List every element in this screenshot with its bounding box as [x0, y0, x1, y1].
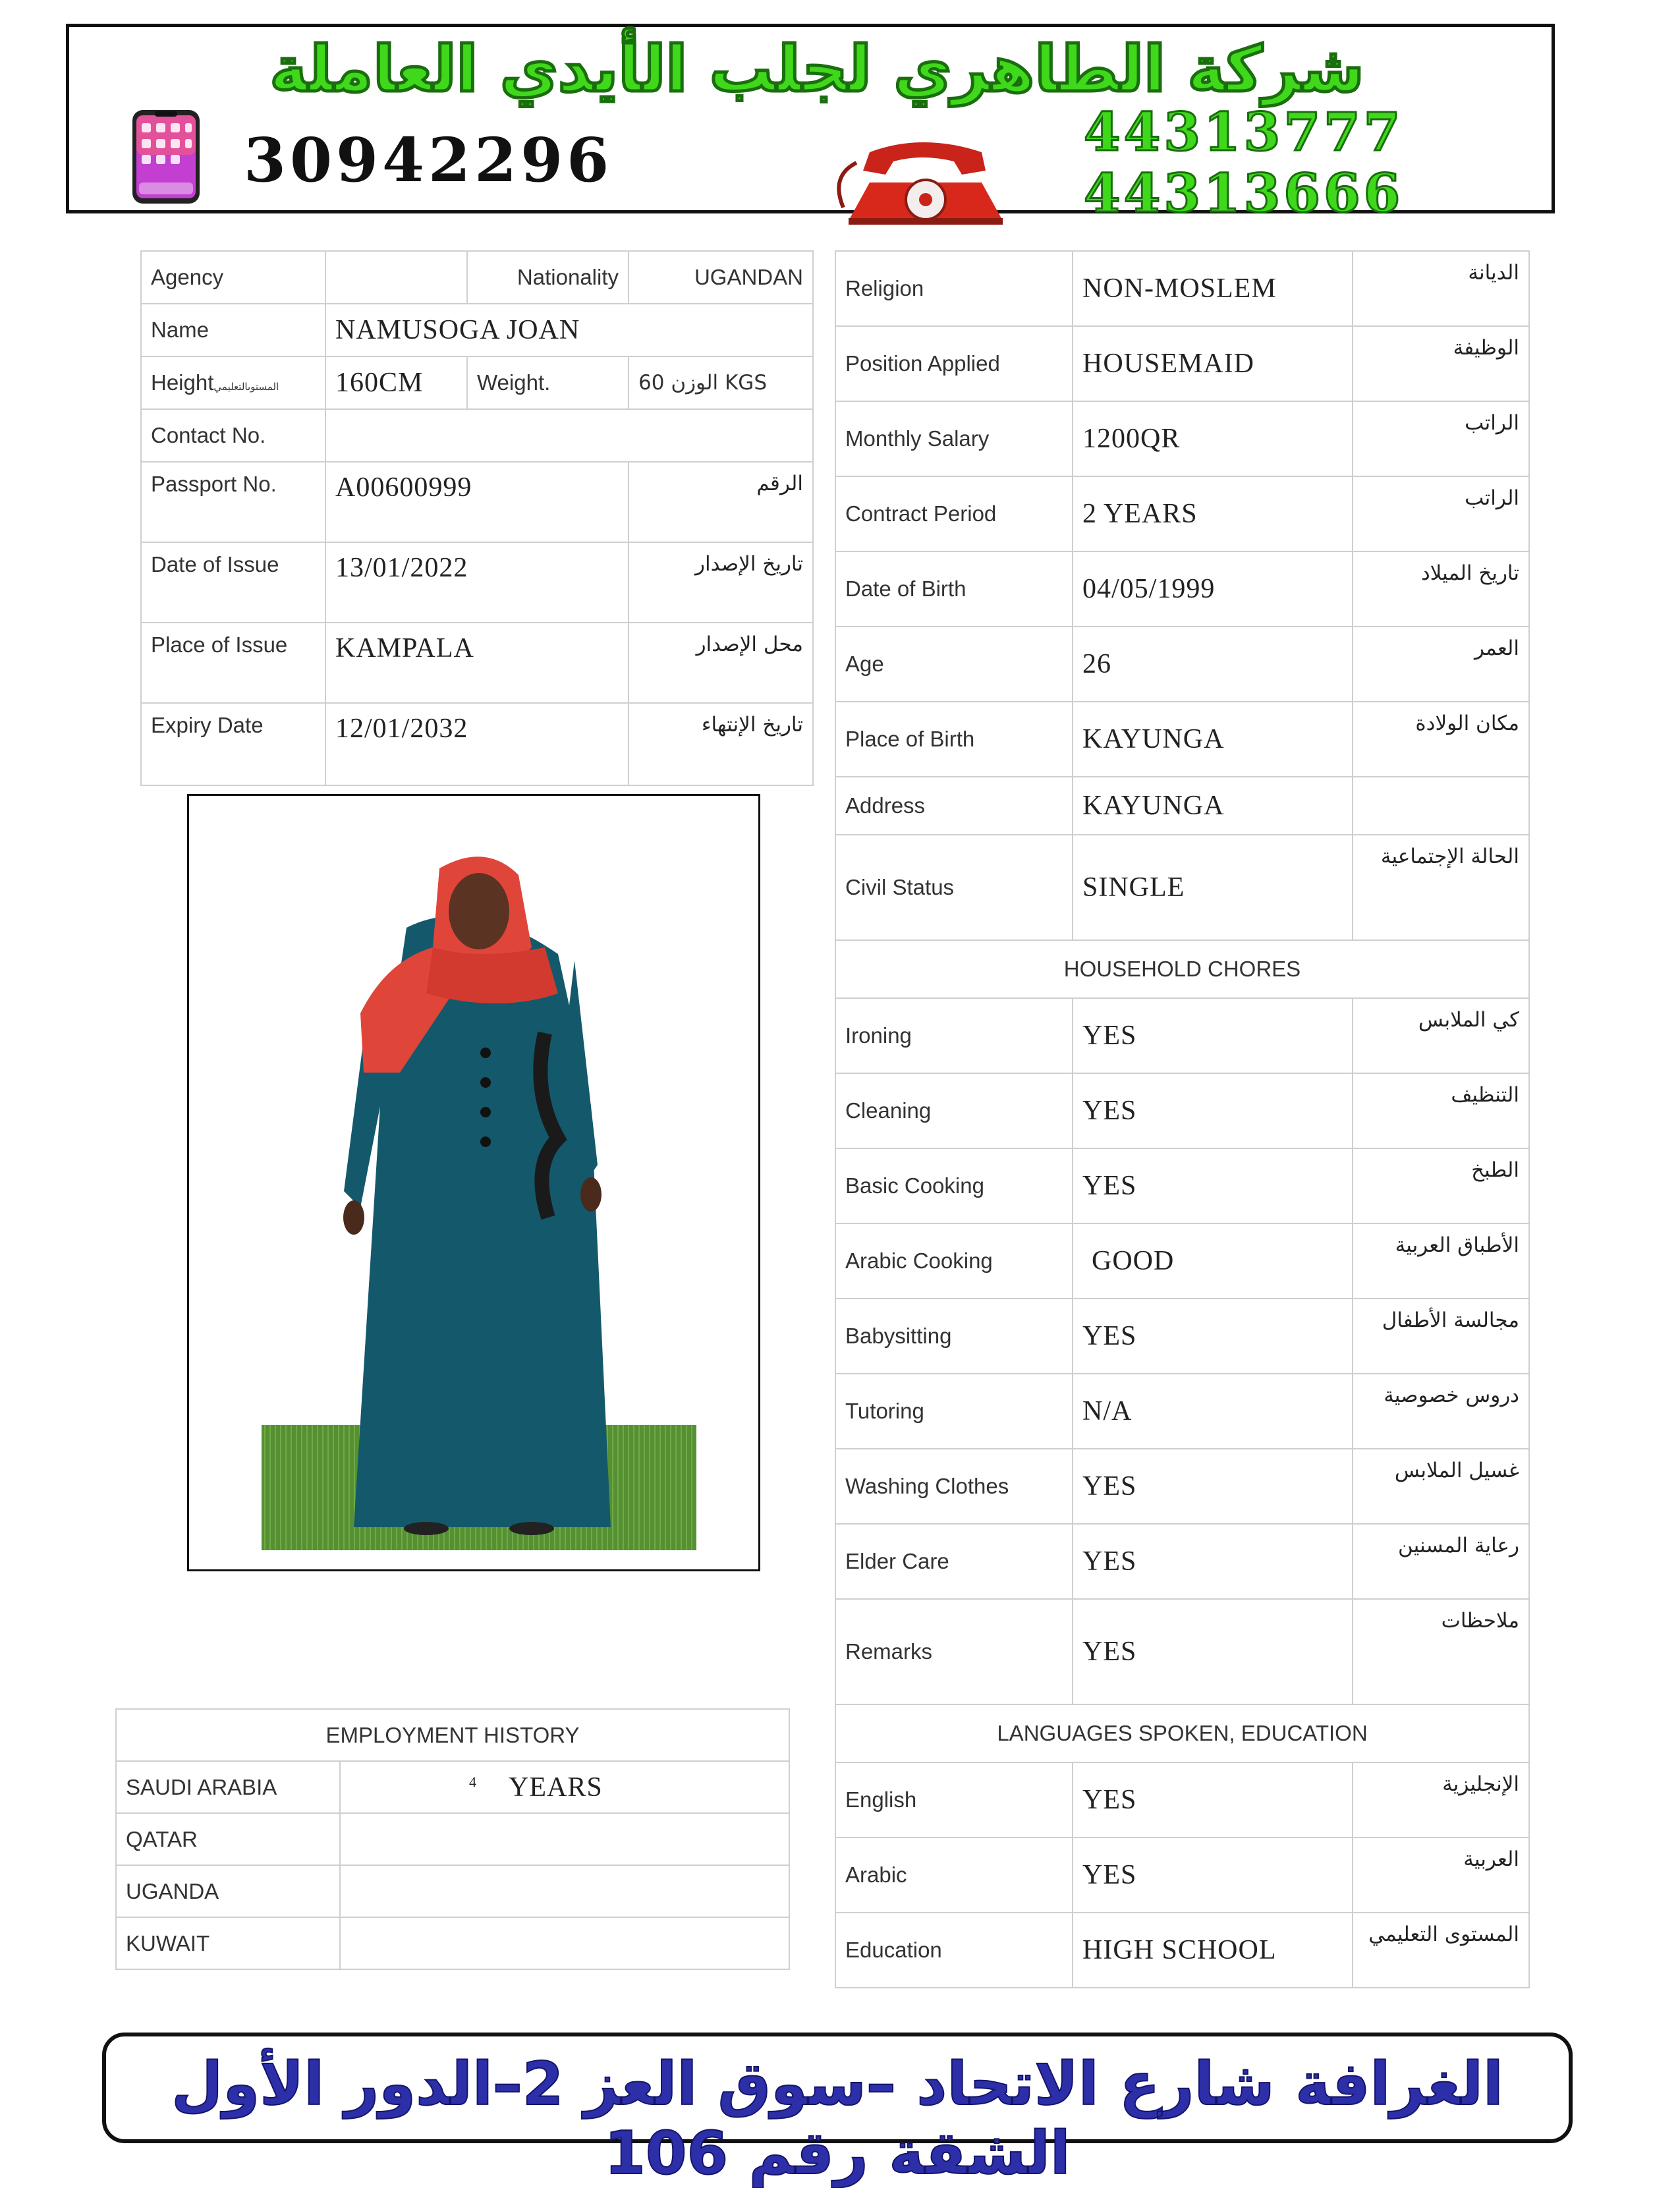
field-label: Elder Care [835, 1524, 1073, 1599]
field-value: N/A [1073, 1374, 1353, 1449]
field-ar-label: الراتب [1353, 476, 1529, 551]
table-row [835, 627, 1529, 702]
office-address: الغرافة شارع الاتحاد –سوق العز 2–الدور الأول الشقة رقم 106 [171, 2050, 1503, 2188]
header-banner [66, 24, 1555, 224]
smartphone-icon [130, 109, 202, 205]
field-ar-label: الديانة [1353, 251, 1529, 326]
employment-country: QATAR [116, 1813, 340, 1865]
table-row [141, 251, 813, 304]
field-label: Age [835, 627, 1073, 702]
field-ar-label: الراتب [1353, 401, 1529, 476]
field-ar-label: العربية [1353, 1837, 1529, 1913]
table-row [141, 304, 813, 356]
section-header-row [835, 1704, 1529, 1762]
table-row [116, 1709, 789, 1761]
field-ar-label: رعاية المسنين [1353, 1524, 1529, 1599]
height-label-cell [141, 356, 325, 409]
table-row [835, 1223, 1529, 1299]
expiry-label: Expiry Date [141, 703, 325, 785]
field-value: 04/05/1999 [1073, 551, 1353, 627]
table-row [141, 462, 813, 542]
height-ar-label: المستوىالتعليمي [213, 381, 279, 393]
landline-number-2: 44313666 [1084, 162, 1404, 224]
field-value: YES [1073, 998, 1353, 1073]
field-value: HIGH SCHOOL [1073, 1913, 1353, 1988]
field-ar-label: مجالسة الأطفال [1353, 1299, 1529, 1374]
section-header-row [835, 940, 1529, 998]
field-value: SINGLE [1073, 835, 1353, 940]
telephone-icon [830, 136, 1021, 229]
field-ar-label: الطبخ [1353, 1148, 1529, 1223]
employment-years-label: YEARS [509, 1772, 603, 1803]
agency-label: Agency [141, 251, 325, 304]
field-ar-label: دروس خصوصية [1353, 1374, 1529, 1449]
field-value: KAYUNGA [1073, 777, 1353, 835]
field-ar-label: تاريخ الميلاد [1353, 551, 1529, 627]
personal-details-table [140, 250, 814, 786]
employment-duration [340, 1813, 789, 1865]
contact-value [325, 409, 813, 462]
field-value: YES [1073, 1524, 1353, 1599]
expiry-ar-label: تاريخ الإنتهاء [629, 703, 813, 785]
issue-place-label: Place of Issue [141, 623, 325, 703]
field-ar-label [1353, 777, 1529, 835]
field-label: Cleaning [835, 1073, 1073, 1148]
table-row [835, 326, 1529, 401]
field-label: Tutoring [835, 1374, 1073, 1449]
weight-value: 60 الوزن KGS [629, 356, 813, 409]
height-value: 160CM [325, 356, 467, 409]
field-label: Babysitting [835, 1299, 1073, 1374]
passport-label: Passport No. [141, 462, 325, 542]
table-row [835, 401, 1529, 476]
nationality-label: Nationality [467, 251, 629, 304]
field-value: YES [1073, 1599, 1353, 1704]
passport-value: A00600999 [325, 462, 629, 542]
field-value: YES [1073, 1449, 1353, 1524]
table-row [835, 1073, 1529, 1148]
table-row [835, 1913, 1529, 1988]
table-row [141, 703, 813, 785]
agency-value [325, 251, 467, 304]
field-ar-label: الأطباق العربية [1353, 1223, 1529, 1299]
applicant-photo [187, 794, 760, 1571]
field-label: English [835, 1762, 1073, 1837]
field-ar-label: الإنجليزية [1353, 1762, 1529, 1837]
field-value: YES [1073, 1762, 1353, 1837]
field-label: Arabic [835, 1837, 1073, 1913]
field-label: Education [835, 1913, 1073, 1988]
table-row [835, 998, 1529, 1073]
name-label: Name [141, 304, 325, 356]
employment-duration [340, 1761, 789, 1813]
field-ar-label: غسيل الملابس [1353, 1449, 1529, 1524]
table-row [835, 251, 1529, 326]
employment-duration [340, 1917, 789, 1969]
table-row [835, 1762, 1529, 1837]
weight-label: Weight. [467, 356, 629, 409]
table-row [835, 1524, 1529, 1599]
table-row [835, 551, 1529, 627]
section-header: LANGUAGES SPOKEN, EDUCATION [835, 1704, 1529, 1762]
table-row [141, 623, 813, 703]
employment-country: UGANDA [116, 1865, 340, 1917]
table-row [141, 409, 813, 462]
table-row [141, 356, 813, 409]
table-row [116, 1865, 789, 1917]
field-value: KAYUNGA [1073, 702, 1353, 777]
field-value: 1200QR [1073, 401, 1353, 476]
field-ar-label: العمر [1353, 627, 1529, 702]
field-value: 26 [1073, 627, 1353, 702]
field-label: Contract Period [835, 476, 1073, 551]
footer-address-box [102, 2033, 1573, 2188]
landline-number-1: 44313777 [1084, 101, 1404, 163]
company-name: شركة الطاهري لجلب الأيدي العاملة [269, 32, 1364, 106]
field-value: YES [1073, 1148, 1353, 1223]
table-row [116, 1813, 789, 1865]
issue-date-value: 13/01/2022 [325, 542, 629, 623]
field-label: Date of Birth [835, 551, 1073, 627]
passport-ar-label: الرقم [629, 462, 813, 542]
field-label: Place of Birth [835, 702, 1073, 777]
name-value: NAMUSOGA JOAN [325, 304, 813, 356]
field-ar-label: التنظيف [1353, 1073, 1529, 1148]
employment-country: KUWAIT [116, 1917, 340, 1969]
field-value: NON-MOSLEM [1073, 251, 1353, 326]
job-details-table [835, 250, 1530, 1988]
field-label: Remarks [835, 1599, 1073, 1704]
table-row [835, 777, 1529, 835]
field-label: Basic Cooking [835, 1148, 1073, 1223]
table-row [835, 1148, 1529, 1223]
issue-place-value: KAMPALA [325, 623, 629, 703]
field-value: YES [1073, 1073, 1353, 1148]
field-ar-label: ملاحظات [1353, 1599, 1529, 1704]
table-row [835, 1837, 1529, 1913]
mobile-number: 30942296 [244, 125, 613, 196]
table-row [835, 476, 1529, 551]
field-label: Ironing [835, 998, 1073, 1073]
issue-date-ar-label: تاريخ الإصدار [629, 542, 813, 623]
employment-history-table [115, 1708, 790, 1970]
field-ar-label: الوظيفة [1353, 326, 1529, 401]
table-row [116, 1761, 789, 1813]
issue-place-ar-label: محل الإصدار [629, 623, 813, 703]
field-ar-label: الحالة الإجتماعية [1353, 835, 1529, 940]
table-row [835, 835, 1529, 940]
table-row [835, 1599, 1529, 1704]
nationality-value: UGANDAN [629, 251, 813, 304]
table-row [141, 542, 813, 623]
field-value: YES [1073, 1837, 1353, 1913]
section-header: HOUSEHOLD CHORES [835, 940, 1529, 998]
employment-country: SAUDI ARABIA [116, 1761, 340, 1813]
field-label: Washing Clothes [835, 1449, 1073, 1524]
field-label: Position Applied [835, 326, 1073, 401]
field-ar-label: المستوى التعليمي [1353, 1913, 1529, 1988]
issue-date-label: Date of Issue [141, 542, 325, 623]
field-value: GOOD [1073, 1223, 1353, 1299]
employment-years-count: 4 [469, 1773, 477, 1790]
table-row [835, 1299, 1529, 1374]
employment-history-header: EMPLOYMENT HISTORY [116, 1709, 789, 1761]
contact-label: Contact No. [141, 409, 325, 462]
field-label: Civil Status [835, 835, 1073, 940]
table-row [835, 702, 1529, 777]
field-label: Monthly Salary [835, 401, 1073, 476]
table-row [835, 1374, 1529, 1449]
field-label: Arabic Cooking [835, 1223, 1073, 1299]
field-ar-label: مكان الولادة [1353, 702, 1529, 777]
table-row [835, 1449, 1529, 1524]
field-value: HOUSEMAID [1073, 326, 1353, 401]
height-label: Height [151, 370, 214, 395]
field-value: YES [1073, 1299, 1353, 1374]
field-label: Religion [835, 251, 1073, 326]
table-row [116, 1917, 789, 1969]
field-label: Address [835, 777, 1073, 835]
expiry-value: 12/01/2032 [325, 703, 629, 785]
field-value: 2 YEARS [1073, 476, 1353, 551]
employment-duration [340, 1865, 789, 1917]
field-ar-label: كي الملابس [1353, 998, 1529, 1073]
